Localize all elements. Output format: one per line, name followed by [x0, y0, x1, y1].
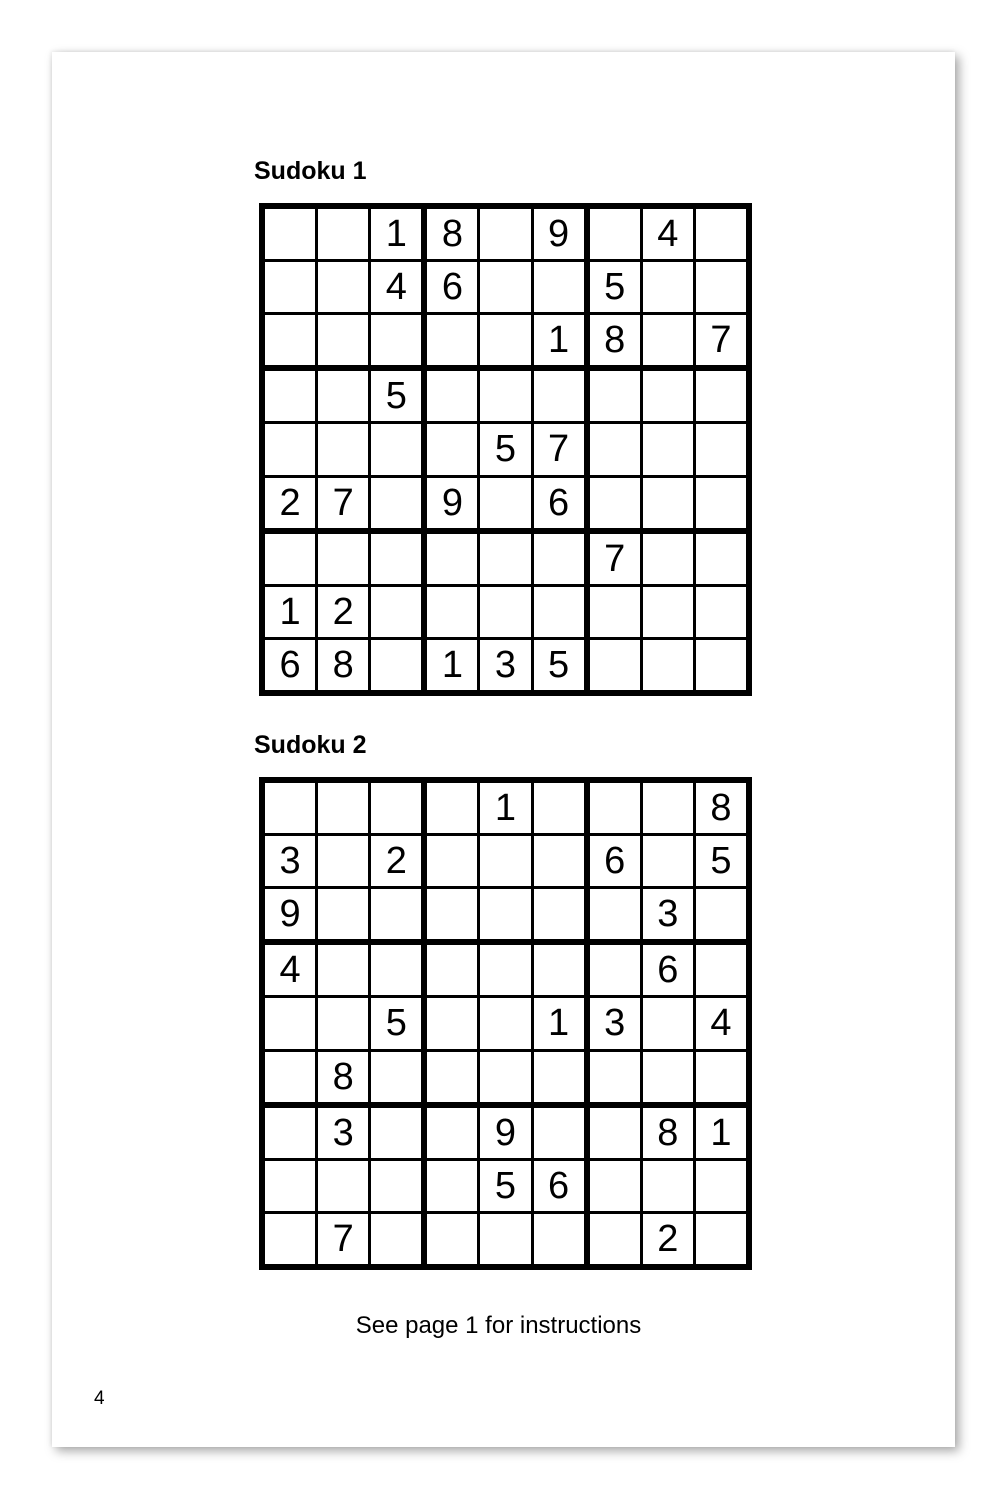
given-cell: 7: [534, 424, 584, 474]
given-cell: 5: [696, 836, 746, 886]
given-cell: 9: [480, 1108, 530, 1158]
empty-cell: [643, 424, 693, 474]
empty-cell: [696, 945, 746, 995]
empty-cell: [427, 889, 477, 939]
empty-cell: [318, 371, 368, 421]
empty-cell: [590, 640, 640, 690]
empty-cell: [371, 640, 421, 690]
given-cell: 3: [480, 640, 530, 690]
empty-cell: [265, 1052, 315, 1102]
empty-cell: [371, 945, 421, 995]
empty-cell: [371, 315, 421, 365]
given-cell: 1: [427, 640, 477, 690]
given-cell: 6: [534, 478, 584, 528]
empty-cell: [696, 478, 746, 528]
empty-cell: [534, 945, 584, 995]
empty-cell: [696, 1052, 746, 1102]
page-number: 4: [94, 1388, 105, 1409]
empty-cell: [590, 945, 640, 995]
empty-cell: [427, 1052, 477, 1102]
empty-cell: [480, 315, 530, 365]
empty-cell: [480, 1214, 530, 1264]
empty-cell: [643, 262, 693, 312]
empty-cell: [696, 262, 746, 312]
empty-cell: [696, 424, 746, 474]
empty-cell: [427, 371, 477, 421]
given-cell: 9: [534, 209, 584, 259]
empty-cell: [643, 371, 693, 421]
empty-cell: [371, 1161, 421, 1211]
empty-cell: [265, 424, 315, 474]
empty-cell: [590, 889, 640, 939]
empty-cell: [534, 587, 584, 637]
given-cell: 1: [534, 998, 584, 1048]
empty-cell: [696, 889, 746, 939]
instructions-note: See page 1 for instructions: [355, 1312, 642, 1339]
given-cell: 2: [643, 1214, 693, 1264]
empty-cell: [590, 209, 640, 259]
given-cell: 8: [643, 1108, 693, 1158]
empty-cell: [643, 998, 693, 1048]
sudoku-grid-2: [259, 777, 752, 1270]
empty-cell: [371, 478, 421, 528]
empty-cell: [643, 783, 693, 833]
empty-cell: [696, 640, 746, 690]
empty-cell: [590, 1052, 640, 1102]
empty-cell: [371, 889, 421, 939]
empty-cell: [534, 783, 584, 833]
given-cell: 4: [696, 998, 746, 1048]
empty-cell: [480, 1052, 530, 1102]
given-cell: 4: [265, 945, 315, 995]
empty-cell: [534, 836, 584, 886]
empty-cell: [590, 478, 640, 528]
empty-cell: [265, 534, 315, 584]
given-cell: 6: [590, 836, 640, 886]
empty-cell: [318, 315, 368, 365]
given-cell: 8: [318, 640, 368, 690]
empty-cell: [318, 424, 368, 474]
empty-cell: [534, 1214, 584, 1264]
given-cell: 7: [318, 1214, 368, 1264]
empty-cell: [590, 1108, 640, 1158]
empty-cell: [590, 1214, 640, 1264]
empty-cell: [696, 534, 746, 584]
given-cell: 9: [427, 478, 477, 528]
given-cell: 3: [590, 998, 640, 1048]
empty-cell: [427, 315, 477, 365]
empty-cell: [480, 945, 530, 995]
empty-cell: [265, 315, 315, 365]
given-cell: 1: [696, 1108, 746, 1158]
given-cell: 5: [371, 371, 421, 421]
given-cell: 3: [643, 889, 693, 939]
empty-cell: [427, 587, 477, 637]
empty-cell: [480, 587, 530, 637]
empty-cell: [318, 209, 368, 259]
sudoku-grid-1: [259, 203, 752, 696]
empty-cell: [371, 1108, 421, 1158]
empty-cell: [480, 534, 530, 584]
empty-cell: [427, 1214, 477, 1264]
given-cell: 2: [265, 478, 315, 528]
empty-cell: [643, 640, 693, 690]
empty-cell: [696, 587, 746, 637]
empty-cell: [318, 262, 368, 312]
given-cell: 1: [480, 783, 530, 833]
empty-cell: [318, 1161, 368, 1211]
empty-cell: [427, 1108, 477, 1158]
empty-cell: [534, 1052, 584, 1102]
empty-cell: [427, 998, 477, 1048]
empty-cell: [318, 836, 368, 886]
given-cell: 8: [318, 1052, 368, 1102]
empty-cell: [534, 371, 584, 421]
empty-cell: [643, 1161, 693, 1211]
empty-cell: [590, 1161, 640, 1211]
given-cell: 6: [427, 262, 477, 312]
empty-cell: [590, 783, 640, 833]
empty-cell: [590, 371, 640, 421]
empty-cell: [480, 371, 530, 421]
empty-cell: [427, 534, 477, 584]
empty-cell: [265, 998, 315, 1048]
empty-cell: [696, 1214, 746, 1264]
empty-cell: [480, 889, 530, 939]
given-cell: 7: [318, 478, 368, 528]
given-cell: 1: [371, 209, 421, 259]
empty-cell: [427, 424, 477, 474]
empty-cell: [318, 534, 368, 584]
given-cell: 6: [265, 640, 315, 690]
given-cell: 8: [696, 783, 746, 833]
empty-cell: [480, 998, 530, 1048]
empty-cell: [318, 889, 368, 939]
given-cell: 2: [318, 587, 368, 637]
empty-cell: [643, 315, 693, 365]
given-cell: 4: [643, 209, 693, 259]
empty-cell: [371, 534, 421, 584]
empty-cell: [643, 478, 693, 528]
empty-cell: [318, 945, 368, 995]
empty-cell: [265, 1161, 315, 1211]
empty-cell: [265, 371, 315, 421]
given-cell: 5: [371, 998, 421, 1048]
empty-cell: [318, 998, 368, 1048]
empty-cell: [696, 371, 746, 421]
given-cell: 1: [265, 587, 315, 637]
empty-cell: [534, 262, 584, 312]
empty-cell: [265, 209, 315, 259]
empty-cell: [371, 783, 421, 833]
given-cell: 3: [318, 1108, 368, 1158]
given-cell: 5: [534, 640, 584, 690]
empty-cell: [534, 889, 584, 939]
given-cell: 6: [534, 1161, 584, 1211]
given-cell: 5: [590, 262, 640, 312]
empty-cell: [371, 424, 421, 474]
empty-cell: [590, 424, 640, 474]
given-cell: 4: [371, 262, 421, 312]
empty-cell: [480, 262, 530, 312]
empty-cell: [643, 1052, 693, 1102]
empty-cell: [427, 836, 477, 886]
empty-cell: [427, 945, 477, 995]
empty-cell: [265, 1214, 315, 1264]
empty-cell: [371, 1052, 421, 1102]
given-cell: 5: [480, 424, 530, 474]
given-cell: 8: [590, 315, 640, 365]
puzzle-page: [52, 52, 955, 1447]
empty-cell: [427, 783, 477, 833]
empty-cell: [534, 534, 584, 584]
given-cell: 7: [696, 315, 746, 365]
empty-cell: [590, 587, 640, 637]
empty-cell: [265, 783, 315, 833]
empty-cell: [318, 783, 368, 833]
puzzle-title-1: Sudoku 1: [254, 157, 367, 185]
given-cell: 8: [427, 209, 477, 259]
empty-cell: [480, 836, 530, 886]
empty-cell: [643, 836, 693, 886]
given-cell: 3: [265, 836, 315, 886]
given-cell: 5: [480, 1161, 530, 1211]
empty-cell: [534, 1108, 584, 1158]
given-cell: 9: [265, 889, 315, 939]
empty-cell: [643, 534, 693, 584]
empty-cell: [265, 262, 315, 312]
given-cell: 2: [371, 836, 421, 886]
empty-cell: [480, 478, 530, 528]
given-cell: 1: [534, 315, 584, 365]
given-cell: 7: [590, 534, 640, 584]
empty-cell: [480, 209, 530, 259]
empty-cell: [643, 587, 693, 637]
puzzle-title-2: Sudoku 2: [254, 731, 367, 759]
empty-cell: [265, 1108, 315, 1158]
empty-cell: [696, 209, 746, 259]
empty-cell: [371, 1214, 421, 1264]
empty-cell: [427, 1161, 477, 1211]
empty-cell: [696, 1161, 746, 1211]
empty-cell: [371, 587, 421, 637]
given-cell: 6: [643, 945, 693, 995]
